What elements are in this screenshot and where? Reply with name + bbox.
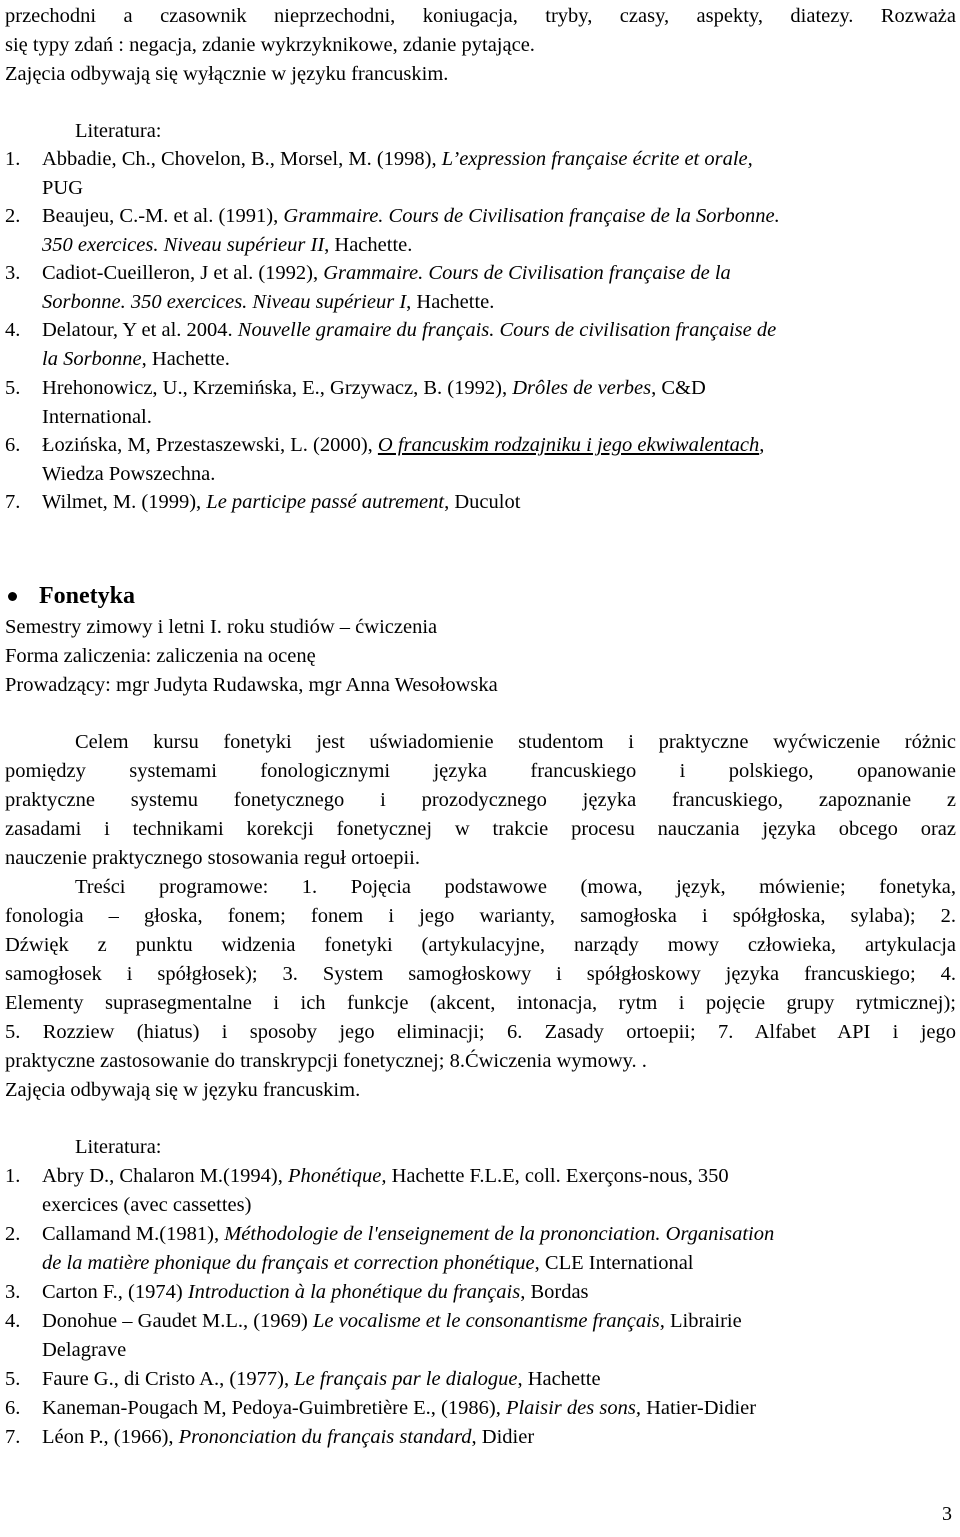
body-text-line: praktyczne systemu fonetycznego i prozodycznego języka francuskiego, zapoznanie z [5, 789, 956, 811]
literature-heading: Literatura: [75, 1136, 162, 1158]
list-item: Beaujeu, C.-M. et al. (1991), Grammaire. Cours de Civilisation française de la Sorbonne. [42, 205, 780, 227]
list-number: 1. [5, 1165, 21, 1187]
body-text-line: praktyczne zastosowanie do transkrypcji fonetycznej; 8.Ćwiczenia wymowy. . [5, 1050, 647, 1072]
body-text-line: nauczenie praktycznego stosowania reguł ortoepii. [5, 847, 420, 869]
list-number: 4. [5, 319, 21, 341]
teachers: Prowadzący: mgr Judyta Rudawska, mgr Anna Wesołowska [5, 674, 498, 696]
body-text-line: Elementy suprasegmentalne i ich funkcje (akcent, intonacja, rytm i pojęcie grupy rytmicznej); [5, 992, 956, 1014]
list-number: 6. [5, 1397, 21, 1419]
list-number: 2. [5, 1223, 21, 1245]
list-item: Cadiot-Cueilleron, J et al. (1992), Grammaire. Cours de Civilisation française de la [42, 262, 731, 284]
body-text-line: Dźwięk z punktu widzenia fonetyki (artykulacyjne, narządy mowy człowieka, artykulacja [5, 934, 956, 956]
list-item: Delatour, Y et al. 2004. Nouvelle gramaire du français. Cours de civilisation française de [42, 319, 777, 341]
body-text-line: Treści programowe: 1. Pojęcia podstawowe (mowa, język, mówienie; fonetyka, [75, 876, 956, 898]
list-item: Faure G., di Cristo A., (1977), Le français par le dialogue, Hachette [42, 1368, 601, 1390]
list-number: 1. [5, 148, 21, 170]
body-text-line: Zajęcia odbywają się wyłącznie w języku francuskim. [5, 63, 449, 85]
list-number: 2. [5, 205, 21, 227]
section-heading [5, 580, 135, 612]
body-text-line: Celem kursu fonetyki jest uświadomienie studentom i praktyczne wyćwiczenie różnic [75, 731, 956, 753]
semester-info: Semestry zimowy i letni I. roku studiów – ćwiczenia [5, 616, 438, 638]
bullet-icon [8, 592, 17, 601]
body-text-line: się typy zdań : negacja, zdanie wykrzyknikowe, zdanie pytające. [5, 34, 535, 56]
list-number: 3. [5, 262, 21, 284]
list-item-continuation: International. [42, 406, 152, 428]
list-item: Donohue – Gaudet M.L., (1969) Le vocalisme et le consonantisme français, Librairie [42, 1310, 742, 1332]
list-item: Carton F., (1974) Introduction à la phonétique du français, Bordas [42, 1281, 589, 1303]
body-text-line: fonologia – głoska, fonem; fonem i jego warianty, samogłoska i spółgłoska, sylaba); 2. [5, 905, 956, 927]
list-item-continuation: Sorbonne. 350 exercices. Niveau supérieur I, Hachette. [42, 291, 495, 313]
list-number: 5. [5, 377, 21, 399]
body-text-line: 5. Rozziew (hiatus) i sposoby jego eliminacji; 6. Zasady ortoepii; 7. Alfabet API i jego [5, 1021, 956, 1043]
list-number: 7. [5, 1426, 21, 1448]
list-item: Hrehonowicz, U., Krzemińska, E., Grzywacz, B. (1992), Drôles de verbes, C&D [42, 377, 706, 399]
list-number: 4. [5, 1310, 21, 1332]
list-number: 5. [5, 1368, 21, 1390]
list-item-continuation: exercices (avec cassettes) [42, 1194, 252, 1216]
body-text-line: przechodni a czasownik nieprzechodni, koniugacja, tryby, czasy, aspekty, diatezy. Rozważa [5, 5, 956, 27]
section-title: Fonetyka [39, 582, 135, 609]
list-item: Łozińska, M, Przestaszewski, L. (2000), O francuskim rodzajniku i jego ekwiwalentach, [42, 434, 765, 456]
list-number: 3. [5, 1281, 21, 1303]
list-item-continuation: 350 exercices. Niveau supérieur II, Hachette. [42, 234, 413, 256]
literature-heading: Literatura: [75, 120, 162, 142]
list-item-continuation: la Sorbonne, Hachette. [42, 348, 230, 370]
list-number: 7. [5, 491, 21, 513]
list-item-continuation: Wiedza Powszechna. [42, 463, 216, 485]
list-number: 6. [5, 434, 21, 456]
list-item: Wilmet, M. (1999), Le participe passé autrement, Duculot [42, 491, 521, 513]
list-item-continuation: Delagrave [42, 1339, 127, 1361]
list-item-continuation: PUG [42, 177, 84, 199]
list-item: Abbadie, Ch., Chovelon, B., Morsel, M. (1998), L’expression française écrite et orale, [42, 148, 753, 170]
list-item: Léon P., (1966), Prononciation du français standard, Didier [42, 1426, 535, 1448]
body-text-line: Zajęcia odbywają się w języku francuskim. [5, 1079, 361, 1101]
body-text-line: pomiędzy systemami fonologicznymi języka francuskiego i polskiego, opanowanie [5, 760, 956, 782]
list-item-continuation: de la matière phonique du français et correction phonétique, CLE International [42, 1252, 694, 1274]
page-number: 3 [942, 1503, 952, 1525]
list-item: Callamand M.(1981), Méthodologie de l'enseignement de la prononciation. Organisation [42, 1223, 775, 1245]
body-text-line: zasadami i technikami korekcji fonetycznej w trakcie procesu nauczania języka obcego oraz [5, 818, 956, 840]
list-item: Kaneman-Pougach M, Pedoya-Guimbretière E., (1986), Plaisir des sons, Hatier-Didier [42, 1397, 757, 1419]
list-item: Abry D., Chalaron M.(1994), Phonétique, Hachette F.L.E, coll. Exerçons-nous, 350 [42, 1165, 729, 1187]
body-text-line: samogłosek i spółgłosek); 3. System samogłoskowy i spółgłoskowy języka francuskiego; 4. [5, 963, 956, 985]
assessment-form: Forma zaliczenia: zaliczenia na ocenę [5, 645, 316, 667]
